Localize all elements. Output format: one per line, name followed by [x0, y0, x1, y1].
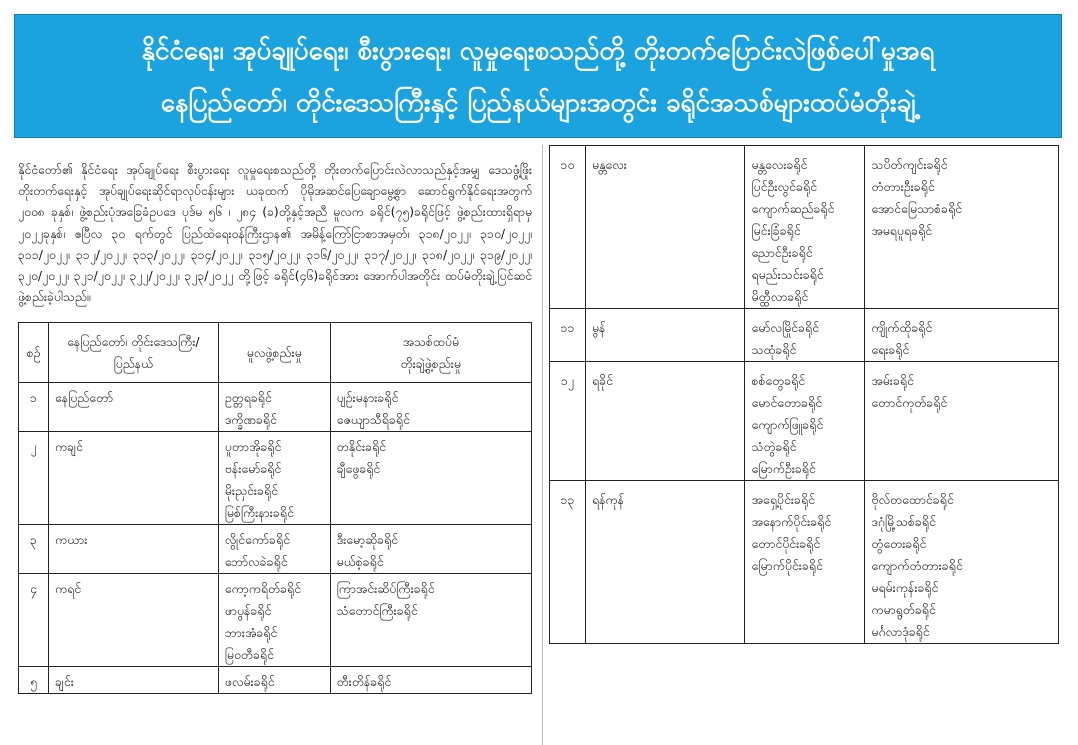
- district-name: ဖာပွန်ခရိုင်: [224, 603, 272, 618]
- district-name: သံတောင်ကြီးခရိုင်: [336, 603, 418, 618]
- row-number-text: ၄: [29, 581, 37, 596]
- district-name: မိတ္ထီလာခရိုင်: [751, 289, 809, 304]
- header-new-line-2: တိုးချဲ့ဖွဲ့စည်းမှု: [400, 355, 461, 371]
- region-cell: [585, 309, 745, 362]
- district-name: မိုးညှင်းခရိုင်: [224, 483, 278, 498]
- region-cell: [48, 574, 218, 667]
- original-districts-cell: [218, 574, 330, 667]
- district-name: သံတွဲခရိုင်: [751, 439, 797, 454]
- district-name: သပိတ်ကျင်းခရိုင်: [871, 157, 948, 172]
- original-districts-cell: [218, 525, 330, 574]
- district-name: မင်္ဂလာဒုံခရိုင်: [871, 624, 930, 639]
- district-name: မရမ်းကုန်းခရိုင်: [871, 580, 939, 595]
- district-name: လွိုင်ကော်ခရိုင်: [224, 532, 290, 547]
- district-name: မော်လမြိုင်ခရိုင်: [751, 320, 819, 335]
- region-name: ရန်ကုန်: [591, 492, 625, 507]
- district-name: ရေးခရိုင်: [871, 342, 910, 357]
- original-districts-cell: [745, 362, 865, 481]
- district-name: မြဝတီခရိုင်: [224, 647, 274, 662]
- header-region-line-1: နေပြည်တော်၊ တိုင်းဒေသကြီး/: [67, 333, 200, 349]
- region-cell: [48, 432, 218, 525]
- district-name: အမ်းခရိုင်: [871, 373, 914, 388]
- district-name: အနောက်ပိုင်းခရိုင်: [751, 514, 832, 529]
- header-region-line-2: ပြည်နယ်: [113, 355, 154, 371]
- region-cell: [585, 146, 745, 309]
- district-name: ဒဂုံမြို့သစ်ခရိုင်: [871, 514, 936, 529]
- district-name: တံတားဦးခရိုင်: [871, 179, 935, 194]
- row-number: [19, 667, 49, 694]
- headline-line-1: နိုင်ငံရေး၊ အုပ်ချုပ်ရေး၊ စီးပွားရေး၊ လူမှုရေးစသည်တို့ တိုးတက်ပြောင်းလဲဖြစ်ပေါ်မှုအရ: [141, 36, 935, 66]
- district-name: ကမာရွတ်ခရိုင်: [871, 602, 936, 617]
- district-name: တွံတေးခရိုင်: [871, 536, 927, 551]
- original-districts-cell: [218, 667, 330, 694]
- new-districts-cell: [330, 667, 531, 694]
- district-name: ဒီးမော့ဆိုခရိုင်: [336, 532, 399, 547]
- region-name: ကရင်: [54, 581, 82, 596]
- district-name: တီးတိန်ခရိုင်: [336, 674, 392, 689]
- district-name: တနိုင်းခရိုင်: [336, 439, 387, 454]
- district-name: ဒက္ခိဏခရိုင်: [224, 412, 277, 427]
- row-number-text: ၁၁: [560, 320, 575, 335]
- row-number-text: ၅: [29, 674, 37, 689]
- row-number-text: ၁၂: [560, 373, 574, 388]
- district-name: ဗန်းမော်ခရိုင်: [224, 461, 282, 476]
- district-name: ဘော်လခဲခရိုင်: [224, 554, 288, 569]
- district-name: မြောက်ဦးခရိုင်: [751, 461, 816, 476]
- intro-paragraph: နိုင်ငံတော်၏ နိုင်ငံရေး အုပ်ချုပ်ရေး စီးပွားရေး လူမှုရေးစသည်တို့ တိုးတက်ပြောင်းလဲလာသည်နှင့်အမျှ ဒေသဖွံ့ဖြိုးတိုးတက်ရေးနှင့် အုပ်ချုပ်ရေးဆိုင်ရာလုပ်ငန်းများ ယခုထက် ပိုမိုအဆင်ပြေချောမွေ့စွာ ဆောင်ရွက်နိုင်ရေးအတွက် ၂၀၀၈ ခုနှစ်၊ ဖွဲ့စည်းပုံအခြေခံဥပဒေ ပုဒ်မ ၅၆ ၊ ၂၈၄ (ခ)တို့နှင့်အညီ မူလက ခရိုင်(၇၅)ခရိုင်ဖြင့် ဖွဲ့စည်းထားရှိရာမှ ၂၀၂၂ခုနှစ်၊ ဧပြီလ ၃၀ ရက်တွင် ပြည်ထဲရေးဝန်ကြီးဌာန၏ အမိန့်ကြော်ငြာစာအမှတ်၊ ၃၁၈/၂၀၂၂၊ ၃၁၀/၂၀၂၂၊ ၃၁၁/၂၀၂၂၊ ၃၁၂/၂၀၂၂၊ ၃၁၃/၂၀၂၂၊ ၃၁၄/၂၀၂၂၊ ၃၁၅/၂၀၂၂၊ ၃၁၆/၂၀၂၂၊ ၃၁၇/၂၀၂၂၊ ၃၁၈/၂၀၂၂၊ ၃၁၉/၂၀၂၂၊ ၃၂၀/၂၀၂၂၊ ၃၂၁/၂၀၂၂၊ ၃၂၂/၂၀၂၂၊ ၃၂၃/၂၀၂၂ တို့ဖြင့် ခရိုင်(၄၆)ခရိုင်အား အောက်ပါအတိုင်း ထပ်မံတိုးချဲ့ပြင်ဆင်ဖွဲ့စည်းခဲ့ပါသည်။: [18, 163, 532, 305]
- row-number: [550, 481, 586, 644]
- table-row: [550, 146, 1059, 309]
- original-districts-cell: [218, 432, 330, 525]
- district-name: အောင်မြေသာစံခရိုင်: [871, 201, 963, 216]
- region-cell: [48, 667, 218, 694]
- original-districts-cell: [745, 146, 865, 309]
- region-name: ရခိုင်: [591, 373, 613, 388]
- row-number-text: ၁: [29, 390, 37, 405]
- original-districts-cell: [745, 481, 865, 644]
- district-name: မယ်စဲ့ခရိုင်: [336, 554, 384, 569]
- row-number: [19, 574, 49, 667]
- header-region: [48, 323, 218, 383]
- header-new-line-1: အသစ်ထပ်မံ: [402, 333, 460, 349]
- district-name: ချီဖွေခရိုင်: [336, 461, 381, 476]
- table-row: [19, 667, 532, 694]
- original-districts-cell: [218, 383, 330, 432]
- district-name: အရှေ့ပိုင်းခရိုင်: [751, 492, 815, 507]
- row-number-text: ၂: [30, 439, 37, 454]
- region-name: ချင်း: [54, 674, 74, 689]
- district-name: ကျောက်ဆည်ခရိုင်: [751, 201, 835, 216]
- district-name: ဘားအံခရိုင်: [224, 625, 278, 640]
- column-divider: [542, 145, 543, 745]
- new-districts-cell: [865, 146, 1059, 309]
- left-table-body: [19, 383, 532, 694]
- new-districts-cell: [330, 574, 531, 667]
- district-name: ရမည်းသင်းခရိုင်: [751, 267, 824, 282]
- row-number-text: ၁၀: [560, 157, 575, 172]
- district-name: ညောင်ဦးခရိုင်: [751, 245, 813, 260]
- left-district-table: [18, 322, 532, 694]
- region-name: မန္တလေး: [591, 157, 627, 172]
- original-districts-cell: [745, 309, 865, 362]
- row-number: [19, 525, 49, 574]
- district-name: ပြင်ဦးလွင်ခရိုင်: [751, 179, 817, 194]
- row-number: [550, 309, 586, 362]
- region-name: ကယား: [54, 532, 88, 547]
- district-name: မြင်းခြံခရိုင်: [751, 223, 801, 238]
- district-name: မြစ်ကြီးနားခရိုင်: [224, 505, 294, 520]
- new-districts-cell: [330, 432, 531, 525]
- region-name: ကချင်: [54, 439, 83, 454]
- table-row: [19, 383, 532, 432]
- district-name: ကြာအင်းဆိပ်ကြီးခရိုင်: [336, 581, 435, 596]
- district-name: ပျဉ်းမနားခရိုင်: [336, 390, 399, 405]
- row-number: [550, 146, 586, 309]
- region-cell: [48, 525, 218, 574]
- district-name: ဖလမ်းခရိုင်: [224, 674, 275, 689]
- table-row: [19, 525, 532, 574]
- new-districts-cell: [330, 383, 531, 432]
- table-row: [550, 309, 1059, 362]
- district-name: မောင်တောခရိုင်: [751, 395, 823, 410]
- district-name: အမရပူရခရိုင်: [871, 223, 933, 238]
- new-districts-cell: [865, 481, 1059, 644]
- district-name: ကျောက်တံတားခရိုင်: [871, 558, 963, 573]
- region-cell: [585, 362, 745, 481]
- district-name: ဥတ္တရခရိုင်: [224, 390, 272, 405]
- district-name: ဇေယျာသီရိခရိုင်: [336, 412, 410, 427]
- row-number-text: ၁၃: [560, 492, 575, 507]
- header-new: [330, 323, 531, 383]
- new-districts-cell: [330, 525, 531, 574]
- headline-banner: [14, 14, 1062, 138]
- header-no: စဉ်: [19, 323, 49, 383]
- table-header-row: [19, 323, 532, 383]
- row-number-text: ၃: [29, 532, 37, 547]
- district-name: သထုံခရိုင်: [751, 342, 797, 357]
- row-number: [19, 383, 49, 432]
- district-name: စစ်တွေခရိုင်: [751, 373, 806, 388]
- new-districts-cell: [865, 362, 1059, 481]
- table-row: [550, 362, 1059, 481]
- district-name: ကျောက်ဖြူခရိုင်: [751, 417, 824, 432]
- headline-line-2: နေပြည်တော်၊ တိုင်းဒေသကြီးနှင့် ပြည်နယ်များအတွင်း ခရိုင်အသစ်များထပ်မံတိုးချဲ့: [160, 88, 916, 118]
- row-number: [19, 432, 49, 525]
- district-name: မန္တလေးခရိုင်: [751, 157, 808, 172]
- district-name: ကျိုက်ထိုခရိုင်: [871, 320, 933, 335]
- district-name: ဗိုလ်တထောင်ခရိုင်: [871, 492, 954, 507]
- region-cell: [585, 481, 745, 644]
- district-name: တောင်ပိုင်းခရိုင်: [751, 536, 821, 551]
- table-row: [550, 481, 1059, 644]
- table-row: [19, 574, 532, 667]
- district-name: မြောက်ပိုင်းခရိုင်: [751, 558, 823, 573]
- right-district-table: [549, 145, 1059, 644]
- region-name: မွန်: [591, 320, 606, 335]
- district-name: တောင်ကုတ်ခရိုင်: [871, 395, 948, 410]
- header-original: မူလဖွဲ့စည်းမှု: [218, 323, 330, 383]
- district-name: ကော့ကရိတ်ခရိုင်: [224, 581, 301, 596]
- region-name: နေပြည်တော်: [54, 390, 114, 405]
- region-cell: [48, 383, 218, 432]
- row-number: [550, 362, 586, 481]
- right-table-body: [550, 146, 1059, 644]
- district-name: ပူတာအိုခရိုင်: [224, 439, 282, 454]
- table-row: [19, 432, 532, 525]
- new-districts-cell: [865, 309, 1059, 362]
